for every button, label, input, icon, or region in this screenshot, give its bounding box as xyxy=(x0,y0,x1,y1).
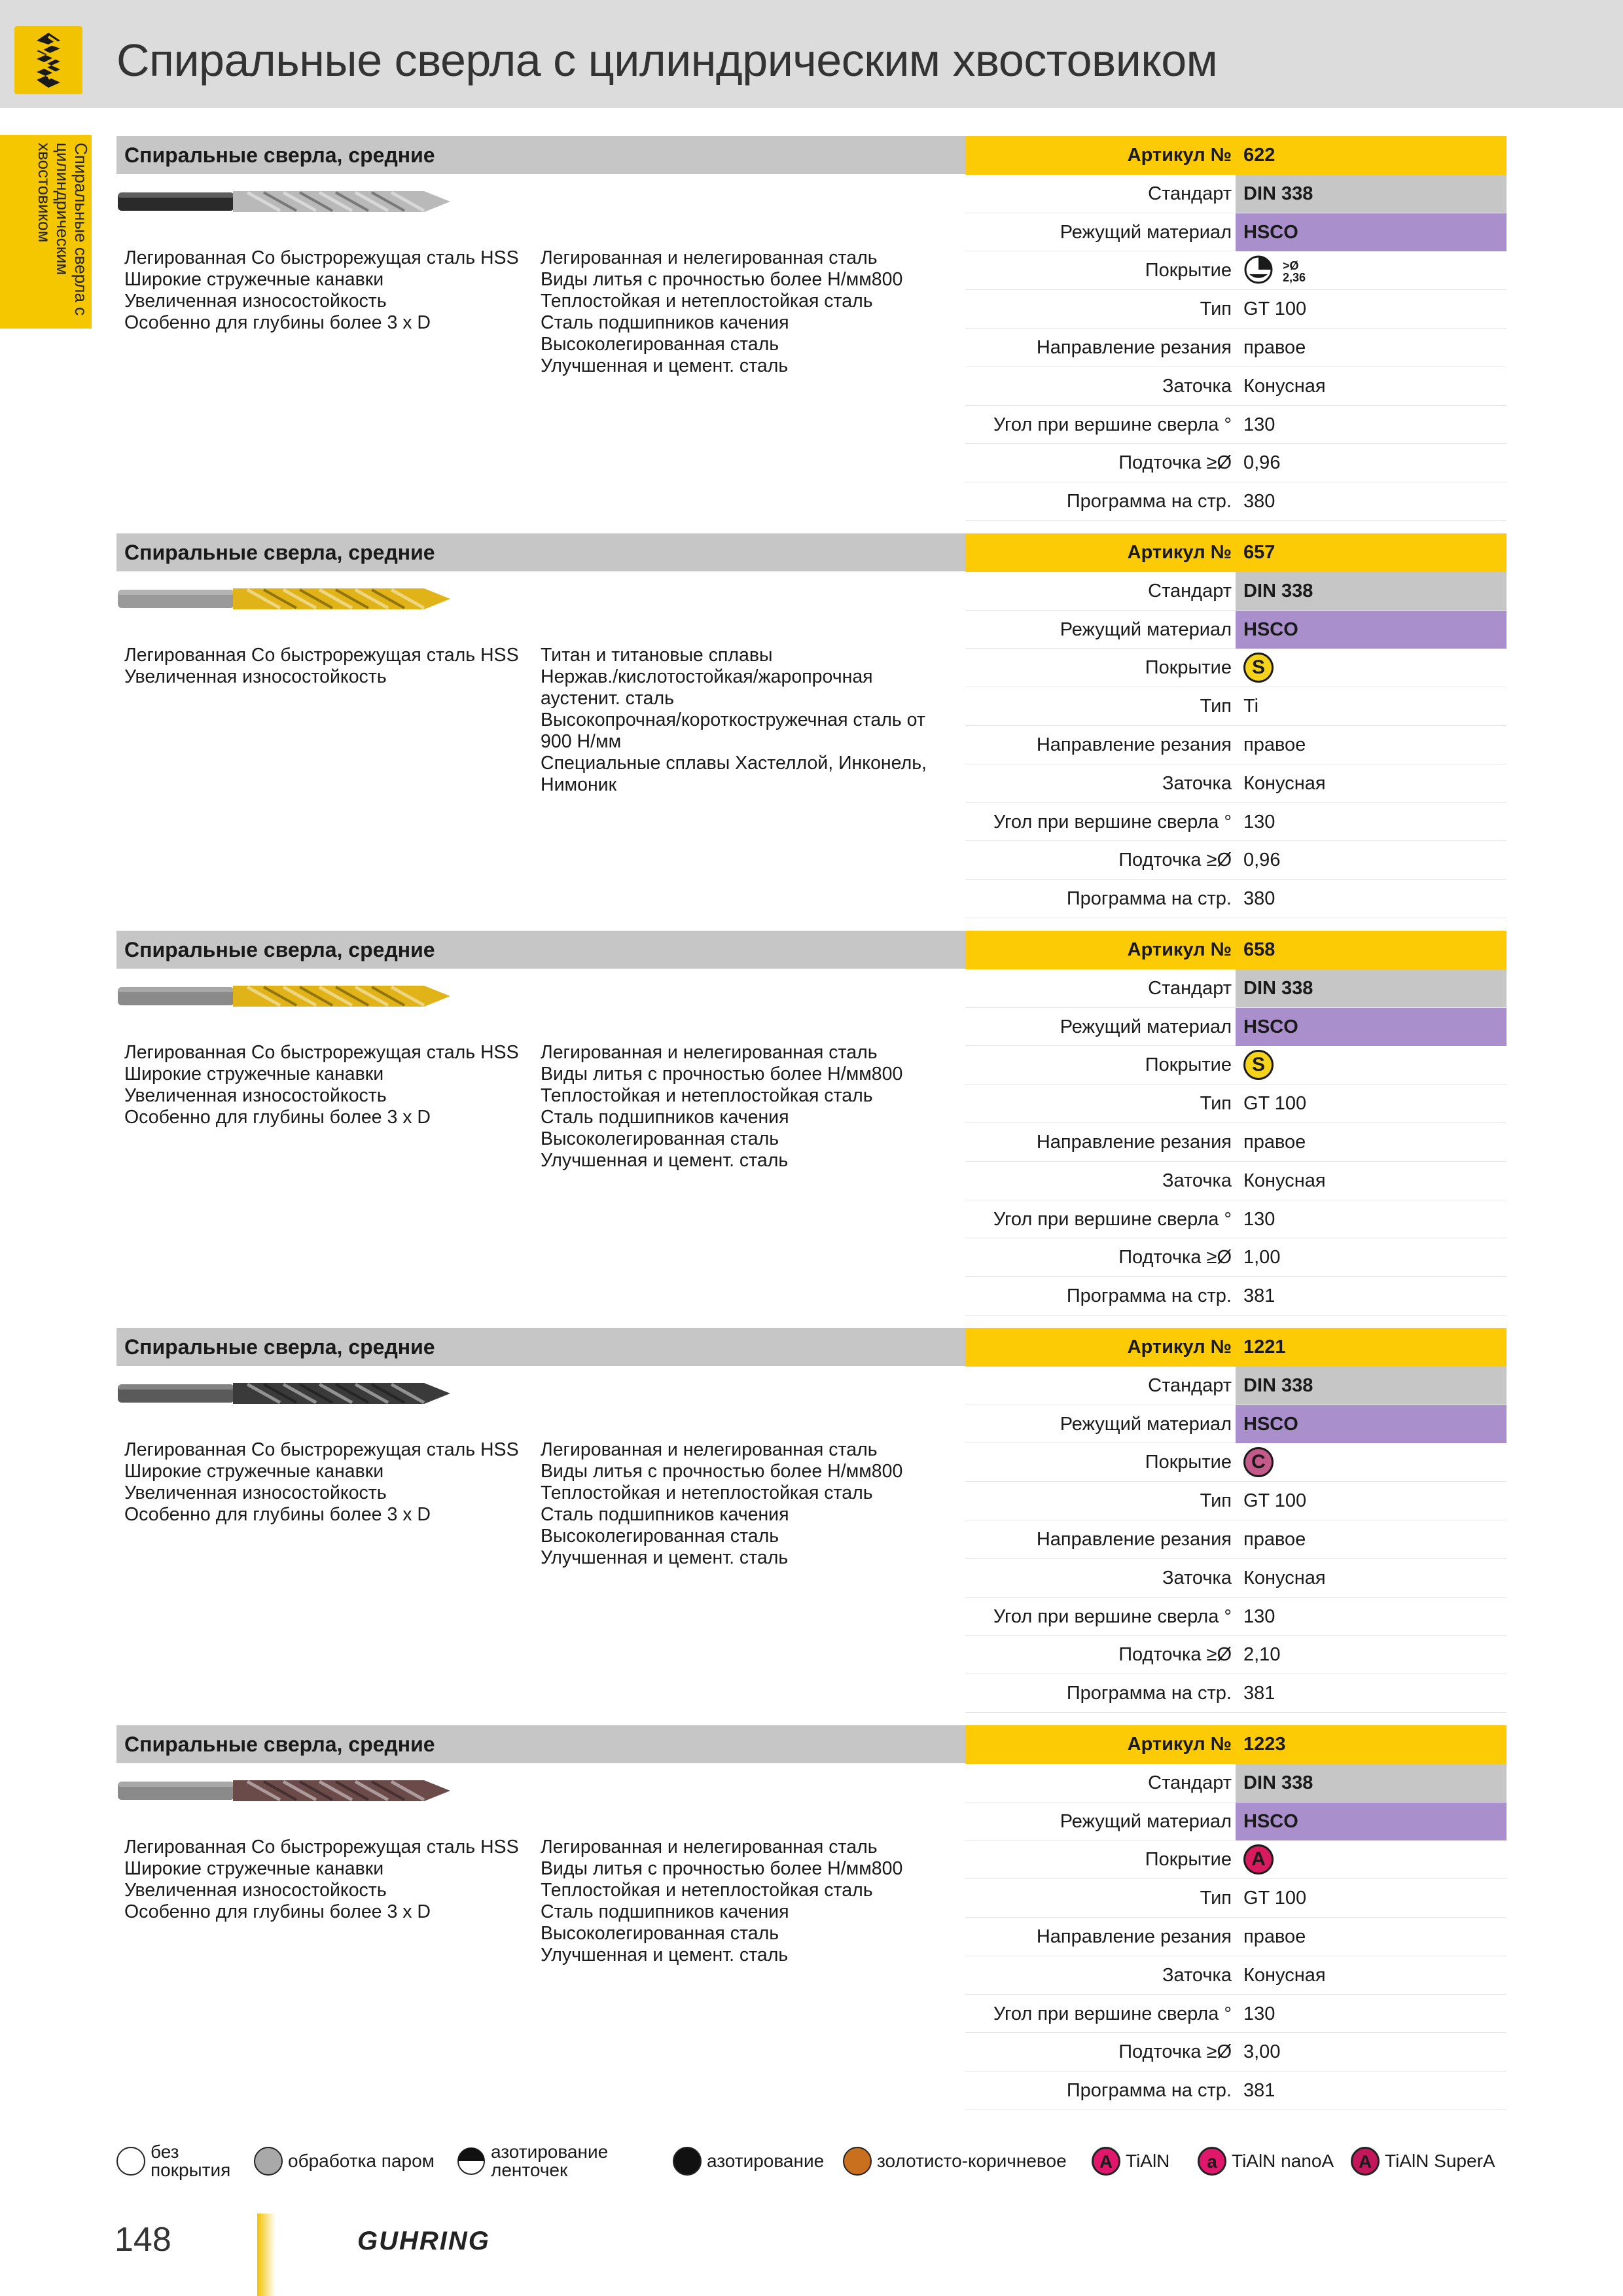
legend-label: TiAlN SuperA xyxy=(1385,2151,1495,2171)
spec-row-direction xyxy=(965,726,1507,764)
spec-value-program: 381 xyxy=(1243,1683,1275,1704)
section-title: Спиральные сверла, средние xyxy=(116,1328,965,1366)
spec-value-type: GT 100 xyxy=(1243,1490,1307,1512)
spec-label-program: Программа на стр. xyxy=(1066,2080,1232,2102)
spec-row-sharpening xyxy=(965,1162,1507,1200)
spec-value-angle: 130 xyxy=(1243,2003,1275,2024)
feature-line: Особенно для глубины более 3 x D xyxy=(124,1901,431,1922)
spec-row-type xyxy=(965,1482,1507,1520)
spec-label-material: Режущий материал xyxy=(1060,1413,1232,1435)
coating-letter-icon: A xyxy=(1351,2147,1380,2176)
spec-row-program xyxy=(965,482,1507,521)
legend-label: без покрытия xyxy=(151,2142,231,2180)
article-label: Артикул № xyxy=(1127,145,1232,166)
coating-badge-icon: S xyxy=(1243,653,1274,683)
spec-value-type: Ti xyxy=(1243,696,1259,717)
spec-label-standard: Стандарт xyxy=(1148,580,1232,601)
spec-label-direction: Направление резания xyxy=(1036,336,1232,358)
section-title: Спиральные сверла, средние xyxy=(116,931,965,969)
spec-row-type xyxy=(965,1085,1507,1123)
drill-image xyxy=(116,1772,457,1809)
spec-value-program: 380 xyxy=(1243,888,1275,910)
feature-line: Легированная Co быстрорежущая сталь HSS xyxy=(124,645,519,666)
steam-icon xyxy=(254,2147,283,2176)
coating-letter-icon: a xyxy=(1198,2147,1226,2176)
material-line: Легированная и нелегированная сталь xyxy=(541,1042,878,1063)
section-title: Спиральные сверла, средние xyxy=(116,136,965,174)
spec-row-direction xyxy=(965,329,1507,367)
spec-row-material xyxy=(965,611,1507,649)
spec-row-program xyxy=(965,1674,1507,1713)
article-label: Артикул № xyxy=(1127,939,1232,960)
spec-row-angle xyxy=(965,803,1507,842)
feature-line: Широкие стружечные канавки xyxy=(124,1064,384,1085)
spec-label-direction: Направление резания xyxy=(1036,1926,1232,1947)
spec-label-material: Режущий материал xyxy=(1060,1016,1232,1037)
materials-list xyxy=(541,645,953,796)
spec-label-sharpening: Заточка xyxy=(1162,772,1232,794)
spec-value-standard: DIN 338 xyxy=(1236,175,1507,213)
spec-value-direction: правое xyxy=(1243,1528,1306,1550)
nitride-icon xyxy=(673,2147,702,2176)
material-line: Легированная и нелегированная сталь xyxy=(541,247,878,268)
spec-row-program xyxy=(965,2072,1507,2110)
spec-label-type: Тип xyxy=(1200,1888,1232,1909)
spec-row-direction xyxy=(965,1520,1507,1559)
spec-row-type xyxy=(965,1879,1507,1918)
feature-line: Широкие стружечные канавки xyxy=(124,1858,384,1879)
spec-row-angle xyxy=(965,406,1507,444)
materials-list xyxy=(541,1042,953,1172)
spec-table xyxy=(965,136,1507,521)
spec-table xyxy=(965,533,1507,918)
spec-label-coating: Покрытие xyxy=(1145,1452,1232,1473)
spec-value-program: 380 xyxy=(1243,491,1275,512)
spec-value-type: GT 100 xyxy=(1243,298,1307,320)
gold-brown-icon xyxy=(843,2147,872,2176)
feature-line: Особенно для глубины более 3 x D xyxy=(124,1107,431,1128)
material-line: Высоколегированная сталь xyxy=(541,1128,779,1149)
drill-image xyxy=(116,978,457,1014)
spec-value-sharpening: Конусная xyxy=(1243,1964,1326,1986)
drill-image xyxy=(116,581,457,617)
feature-line: Увеличенная износостойкость xyxy=(124,1482,387,1503)
spec-row-standard xyxy=(965,1764,1507,1803)
spec-label-standard: Стандарт xyxy=(1148,977,1232,999)
spec-row-undercut xyxy=(965,2033,1507,2072)
spec-value-undercut: 0,96 xyxy=(1243,850,1281,871)
drill-image xyxy=(116,1375,457,1412)
material-line: Улучшенная и цемент. сталь xyxy=(541,1547,789,1568)
spec-value-material: HSCO xyxy=(1236,611,1507,649)
spec-label-sharpening: Заточка xyxy=(1162,1567,1232,1588)
spec-row-standard xyxy=(965,1367,1507,1405)
spec-value-sharpening: Конусная xyxy=(1243,1567,1326,1588)
spec-row-undercut xyxy=(965,444,1507,482)
spec-label-standard: Стандарт xyxy=(1148,1374,1232,1396)
legend-label: обработка паром xyxy=(288,2151,435,2171)
spec-value-undercut: 1,00 xyxy=(1243,1247,1281,1268)
feature-line: Увеличенная износостойкость xyxy=(124,291,387,312)
material-line: Сталь подшипников качения xyxy=(541,1107,789,1128)
legend-label: TiAlN nanoA xyxy=(1232,2151,1334,2171)
article-row xyxy=(965,1725,1507,1764)
spec-label-angle: Угол при вершине сверла ° xyxy=(993,414,1232,435)
spec-row-coating xyxy=(965,1046,1507,1085)
spec-label-standard: Стандарт xyxy=(1148,183,1232,204)
feature-line: Увеличенная износостойкость xyxy=(124,666,387,687)
feature-line: Особенно для глубины более 3 x D xyxy=(124,1504,431,1525)
spec-label-type: Тип xyxy=(1200,1490,1232,1512)
feature-line: Легированная Co быстрорежущая сталь HSS xyxy=(124,1439,519,1460)
material-line: Сталь подшипников качения xyxy=(541,1901,789,1922)
drill-image xyxy=(116,183,457,220)
spec-value-standard: DIN 338 xyxy=(1236,969,1507,1007)
spec-value-standard: DIN 338 xyxy=(1236,1367,1507,1405)
spec-value-type: GT 100 xyxy=(1243,1888,1307,1909)
spec-row-direction xyxy=(965,1918,1507,1956)
product-section xyxy=(116,533,1507,920)
features-list xyxy=(124,645,537,688)
spec-label-type: Тип xyxy=(1200,298,1232,320)
uncoated-icon xyxy=(116,2147,145,2176)
brand-logo: GUHRING xyxy=(357,2227,490,2255)
spec-value-material: HSCO xyxy=(1236,1405,1507,1443)
material-line: Высоколегированная сталь xyxy=(541,1526,779,1547)
spec-label-sharpening: Заточка xyxy=(1162,1170,1232,1191)
page-header xyxy=(0,0,1623,108)
page-number: 148 xyxy=(115,2221,171,2259)
side-tab-label: Спиральные сверла с цилиндрическим хвостовиком xyxy=(35,143,91,316)
spec-value-program: 381 xyxy=(1243,2080,1275,2102)
spec-table xyxy=(965,1328,1507,1713)
legend-label: TiAlN xyxy=(1126,2151,1170,2171)
spec-label-undercut: Подточка ≥Ø xyxy=(1118,1247,1232,1268)
ribbon-nitride-icon xyxy=(1243,255,1283,285)
spec-label-direction: Направление резания xyxy=(1036,734,1232,755)
feature-line: Увеличенная износостойкость xyxy=(124,1880,387,1901)
article-number: 1221 xyxy=(1243,1336,1286,1357)
features-list xyxy=(124,1042,537,1128)
spec-value-material: HSCO xyxy=(1236,1008,1507,1046)
spec-label-coating: Покрытие xyxy=(1145,657,1232,679)
spec-value-undercut: 3,00 xyxy=(1243,2041,1281,2063)
material-line: Сталь подшипников качения xyxy=(541,312,789,333)
spec-row-type xyxy=(965,290,1507,329)
feature-line: Широкие стружечные канавки xyxy=(124,269,384,290)
article-row xyxy=(965,931,1507,969)
spec-label-program: Программа на стр. xyxy=(1066,1683,1232,1704)
spec-value-sharpening: Конусная xyxy=(1243,375,1326,397)
article-label: Артикул № xyxy=(1127,542,1232,563)
spec-value-coating xyxy=(1236,649,1507,687)
product-section xyxy=(116,931,1507,1317)
spec-row-angle xyxy=(965,1995,1507,2034)
spec-value-material: HSCO xyxy=(1236,1803,1507,1840)
spec-value-standard: DIN 338 xyxy=(1236,1764,1507,1802)
features-list xyxy=(124,1837,537,1923)
spec-value-coating xyxy=(1236,251,1507,289)
spec-label-direction: Направление резания xyxy=(1036,1528,1232,1550)
spec-label-material: Режущий материал xyxy=(1060,221,1232,243)
spec-row-material xyxy=(965,1803,1507,1841)
material-line: Специальные сплавы Хастеллой, Инконель, Нимоник xyxy=(541,753,927,795)
article-row xyxy=(965,1328,1507,1367)
drill-logo-icon xyxy=(14,26,82,94)
spec-row-standard xyxy=(965,969,1507,1008)
spec-label-angle: Угол при вершине сверла ° xyxy=(993,1208,1232,1230)
legend-label: азотирование xyxy=(707,2151,825,2171)
section-title: Спиральные сверла, средние xyxy=(116,533,965,571)
spec-row-material xyxy=(965,213,1507,252)
article-number: 657 xyxy=(1243,542,1275,563)
material-line: Теплостойкая и нетеплостойкая сталь xyxy=(541,1880,873,1901)
coating-legend xyxy=(116,2139,1507,2178)
spec-label-material: Режущий материал xyxy=(1060,1810,1232,1832)
spec-value-angle: 130 xyxy=(1243,811,1275,833)
spec-label-undercut: Подточка ≥Ø xyxy=(1118,850,1232,871)
material-line: Легированная и нелегированная сталь xyxy=(541,1439,878,1460)
spec-label-type: Тип xyxy=(1200,696,1232,717)
spec-label-direction: Направление резания xyxy=(1036,1131,1232,1153)
spec-label-coating: Покрытие xyxy=(1145,260,1232,281)
spec-value-undercut: 2,10 xyxy=(1243,1644,1281,1666)
material-line: Виды литья с прочностью более Н/мм800 xyxy=(541,1858,903,1879)
spec-value-standard: DIN 338 xyxy=(1236,572,1507,610)
spec-value-direction: правое xyxy=(1243,1131,1306,1153)
spec-row-program xyxy=(965,1277,1507,1316)
material-line: Теплостойкая и нетеплостойкая сталь xyxy=(541,1085,873,1106)
spec-row-coating xyxy=(965,649,1507,687)
feature-line: Легированная Co быстрорежущая сталь HSS xyxy=(124,1837,519,1857)
spec-label-undercut: Подточка ≥Ø xyxy=(1118,2041,1232,2063)
spec-value-angle: 130 xyxy=(1243,414,1275,435)
spec-row-undercut xyxy=(965,1636,1507,1674)
spec-value-program: 381 xyxy=(1243,1285,1275,1307)
spec-label-coating: Покрытие xyxy=(1145,1849,1232,1871)
ribbon-nitride-icon xyxy=(457,2147,486,2176)
article-label: Артикул № xyxy=(1127,1336,1232,1357)
spec-value-direction: правое xyxy=(1243,734,1306,755)
spec-label-standard: Стандарт xyxy=(1148,1772,1232,1793)
spec-label-angle: Угол при вершине сверла ° xyxy=(993,1605,1232,1627)
materials-list xyxy=(541,1439,953,1569)
material-line: Виды литья с прочностью более Н/мм800 xyxy=(541,1461,903,1482)
coating-text: >Ø 2,36 xyxy=(1283,259,1306,284)
spec-value-coating xyxy=(1236,1443,1507,1481)
spec-row-undercut xyxy=(965,1238,1507,1277)
spec-value-angle: 130 xyxy=(1243,1605,1275,1627)
spec-row-angle xyxy=(965,1200,1507,1239)
footer-accent-bar xyxy=(257,2214,276,2296)
spec-label-program: Программа на стр. xyxy=(1066,491,1232,512)
spec-label-coating: Покрытие xyxy=(1145,1054,1232,1076)
spec-row-program xyxy=(965,880,1507,918)
materials-list xyxy=(541,247,953,377)
spec-label-sharpening: Заточка xyxy=(1162,375,1232,397)
spec-row-standard xyxy=(965,572,1507,611)
feature-line: Легированная Co быстрорежущая сталь HSS xyxy=(124,1042,519,1063)
product-section xyxy=(116,1328,1507,1714)
feature-line: Широкие стружечные канавки xyxy=(124,1461,384,1482)
spec-table xyxy=(965,931,1507,1316)
material-line: Теплостойкая и нетеплостойкая сталь xyxy=(541,1482,873,1503)
spec-row-sharpening xyxy=(965,1559,1507,1598)
material-line: Легированная и нелегированная сталь xyxy=(541,1837,878,1857)
spec-value-type: GT 100 xyxy=(1243,1093,1307,1115)
feature-line: Увеличенная износостойкость xyxy=(124,1085,387,1106)
spec-row-type xyxy=(965,687,1507,726)
features-list xyxy=(124,247,537,334)
side-tab xyxy=(0,135,92,329)
spec-value-coating xyxy=(1236,1046,1507,1084)
spec-value-undercut: 0,96 xyxy=(1243,452,1281,474)
article-row xyxy=(965,533,1507,572)
spec-row-coating xyxy=(965,1443,1507,1482)
page-title: Спиральные сверла с цилиндрическим хвостовиком xyxy=(116,35,1218,86)
section-title: Спиральные сверла, средние xyxy=(116,1725,965,1763)
spec-label-material: Режущий материал xyxy=(1060,619,1232,640)
article-number: 1223 xyxy=(1243,1734,1286,1755)
spec-row-sharpening xyxy=(965,764,1507,803)
material-line: Теплостойкая и нетеплостойкая сталь xyxy=(541,291,873,312)
spec-value-sharpening: Конусная xyxy=(1243,772,1326,794)
legend-label: золотисто-коричневое xyxy=(877,2151,1067,2171)
coating-badge-icon: A xyxy=(1243,1844,1274,1874)
article-row xyxy=(965,136,1507,175)
material-line: Сталь подшипников качения xyxy=(541,1504,789,1525)
spec-row-coating xyxy=(965,1840,1507,1879)
product-section xyxy=(116,1725,1507,2111)
spec-row-sharpening xyxy=(965,367,1507,406)
spec-label-program: Программа на стр. xyxy=(1066,1285,1232,1307)
material-line: Высокопрочная/короткостружечная сталь от 900 Н/мм xyxy=(541,709,925,752)
article-number: 622 xyxy=(1243,145,1275,166)
material-line: Улучшенная и цемент. сталь xyxy=(541,1150,789,1171)
spec-label-type: Тип xyxy=(1200,1093,1232,1115)
spec-row-angle xyxy=(965,1598,1507,1636)
spec-row-standard xyxy=(965,175,1507,213)
coating-letter-icon: A xyxy=(1092,2147,1120,2176)
material-line: Титан и титановые сплавы xyxy=(541,645,773,666)
spec-value-material: HSCO xyxy=(1236,213,1507,251)
spec-label-undercut: Подточка ≥Ø xyxy=(1118,452,1232,474)
spec-value-direction: правое xyxy=(1243,1926,1306,1947)
spec-label-program: Программа на стр. xyxy=(1066,888,1232,910)
spec-label-sharpening: Заточка xyxy=(1162,1964,1232,1986)
feature-line: Легированная Co быстрорежущая сталь HSS xyxy=(124,247,519,268)
material-line: Улучшенная и цемент. сталь xyxy=(541,355,789,376)
spec-row-coating xyxy=(965,251,1507,290)
feature-line: Особенно для глубины более 3 x D xyxy=(124,312,431,333)
materials-list xyxy=(541,1837,953,1966)
coating-badge-icon: C xyxy=(1243,1447,1274,1477)
spec-row-material xyxy=(965,1405,1507,1444)
material-line: Виды литья с прочностью более Н/мм800 xyxy=(541,269,903,290)
spec-label-angle: Угол при вершине сверла ° xyxy=(993,2003,1232,2024)
spec-table xyxy=(965,1725,1507,2110)
article-label: Артикул № xyxy=(1127,1734,1232,1755)
material-line: Виды литья с прочностью более Н/мм800 xyxy=(541,1064,903,1085)
spec-value-sharpening: Конусная xyxy=(1243,1170,1326,1191)
features-list xyxy=(124,1439,537,1526)
legend-label: азотирование ленточек xyxy=(491,2142,609,2180)
spec-row-direction xyxy=(965,1123,1507,1162)
material-line: Высоколегированная сталь xyxy=(541,334,779,355)
coating-badge-icon: S xyxy=(1243,1050,1274,1080)
article-number: 658 xyxy=(1243,939,1275,960)
spec-row-sharpening xyxy=(965,1956,1507,1995)
material-line: Нержав./кислотостойкая/жаропрочная аустенит. сталь xyxy=(541,666,873,709)
product-section xyxy=(116,136,1507,522)
spec-label-angle: Угол при вершине сверла ° xyxy=(993,811,1232,833)
spec-row-material xyxy=(965,1008,1507,1047)
spec-row-undercut xyxy=(965,841,1507,880)
spec-value-angle: 130 xyxy=(1243,1208,1275,1230)
material-line: Высоколегированная сталь xyxy=(541,1923,779,1944)
spec-value-direction: правое xyxy=(1243,336,1306,358)
spec-label-undercut: Подточка ≥Ø xyxy=(1118,1644,1232,1666)
spec-value-coating xyxy=(1236,1840,1507,1878)
material-line: Улучшенная и цемент. сталь xyxy=(541,1945,789,1965)
